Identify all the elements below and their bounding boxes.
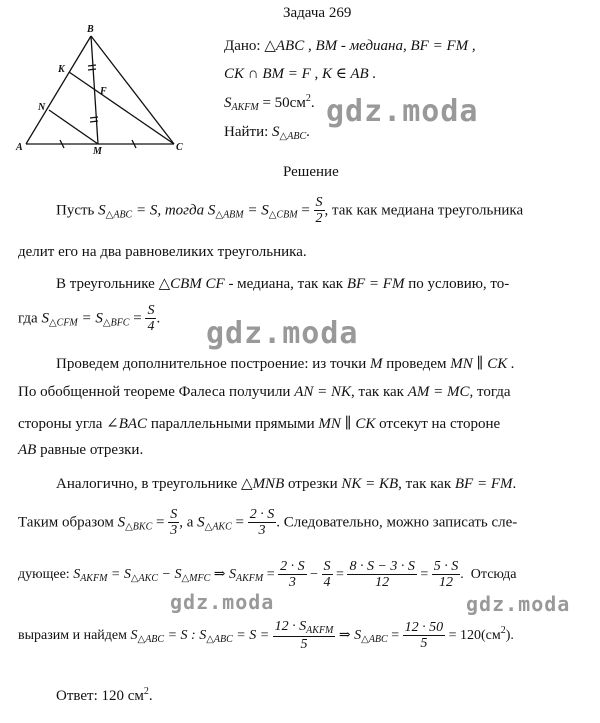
triangle-figure bbox=[14, 22, 194, 157]
label-m: M bbox=[93, 146, 102, 157]
given-line-2: CK ∩ BM = F , K ∈ AB . bbox=[224, 66, 377, 82]
label-a: A bbox=[16, 142, 23, 153]
solution-heading: Решение bbox=[283, 164, 339, 180]
p3-line2: По обобщенной теореме Фалеса получили AN = NK, так как AM = MC, тогда bbox=[18, 384, 511, 400]
label-f: F bbox=[100, 86, 107, 97]
watermark: gdz.moda bbox=[326, 94, 479, 129]
p3-line1: Проведем дополнительное построение: из точки M проведем MN ∥ CK . bbox=[56, 356, 515, 372]
answer-line: Ответ: 120 $см^2$. bbox=[56, 686, 153, 704]
problem-title: Задача 269 bbox=[283, 5, 352, 21]
find-line: Найти: $S_{\triangle ABC}$. bbox=[224, 124, 310, 142]
given-line-3: $S_{AKFM} = 50см^2$. bbox=[224, 93, 315, 113]
watermark: gdz.moda bbox=[466, 592, 571, 616]
p2-line1: В треугольнике △CBM CF - медиана, так как BF = FM по условию, то- bbox=[56, 276, 510, 292]
p2-line2: гда $S_{\triangle CFM} = S_{\triangle BFC}$ = $\frac{S}{4}$ . bbox=[18, 303, 161, 334]
p3-line3: стороны угла ∠BAC параллельными прямыми MN ∥ CK отсекут на стороне bbox=[18, 416, 501, 432]
label-c: C bbox=[176, 142, 183, 153]
p4-line4: выразим и найдем $S_{\triangle ABC} = S$ : $S_{\triangle ABC} = S$ = $\frac{12 \cdot S_{AKFM}}{5}$ ⇒ $S_{\triangle ABC}$ = $\frac{12 \cdot 50}{5}$ = $120(см^2)$. bbox=[18, 619, 514, 652]
label-b: B bbox=[87, 24, 94, 35]
p4-line3: дующее: $S_{AKFM} = S_{\triangle AKC} - S_{\triangle MFC}$ ⇒ $S_{AKFM}$ = $\frac{2 \cdot S}{3}$ − $\frac{S}{4}$ = $\frac{8 \cdot S - 3 \cdot S}{12}$ = $\frac{5 \cdot S}{12}$ . Отсюда bbox=[18, 559, 517, 590]
side-ab bbox=[26, 36, 91, 144]
p3-line4: AB равные отрезки. bbox=[18, 442, 144, 458]
watermark: gdz.moda bbox=[170, 590, 275, 614]
p4-line1: Аналогично, в треугольнике △MNB отрезки NK = KB, так как BF = FM. bbox=[56, 476, 517, 492]
segment-mn bbox=[49, 110, 98, 144]
segment-ck bbox=[69, 72, 174, 144]
p4-line2: Таким образом $S_{\triangle BKC}$ = $\frac{S}{3}$ , а $S_{\triangle AKC}$ = $\frac{2 \cdot S}{3}$ . Следовательно, можно записать сле- bbox=[18, 507, 518, 538]
label-k: K bbox=[58, 64, 65, 75]
label-n: N bbox=[38, 102, 46, 113]
watermark: gdz.moda bbox=[206, 316, 359, 351]
p1-line2: делит его на два равновеликих треугольника. bbox=[18, 244, 307, 260]
given-line-1: Дано: △ABC , BM - медиана, BF = FM , bbox=[224, 38, 476, 54]
p1-line1: Пусть $S_{\triangle ABC} = S$, тогда $S_{\triangle ABM} = S_{\triangle CBM}$ = $\frac{S}{2}$ , так как медиана треугольника bbox=[56, 195, 524, 226]
